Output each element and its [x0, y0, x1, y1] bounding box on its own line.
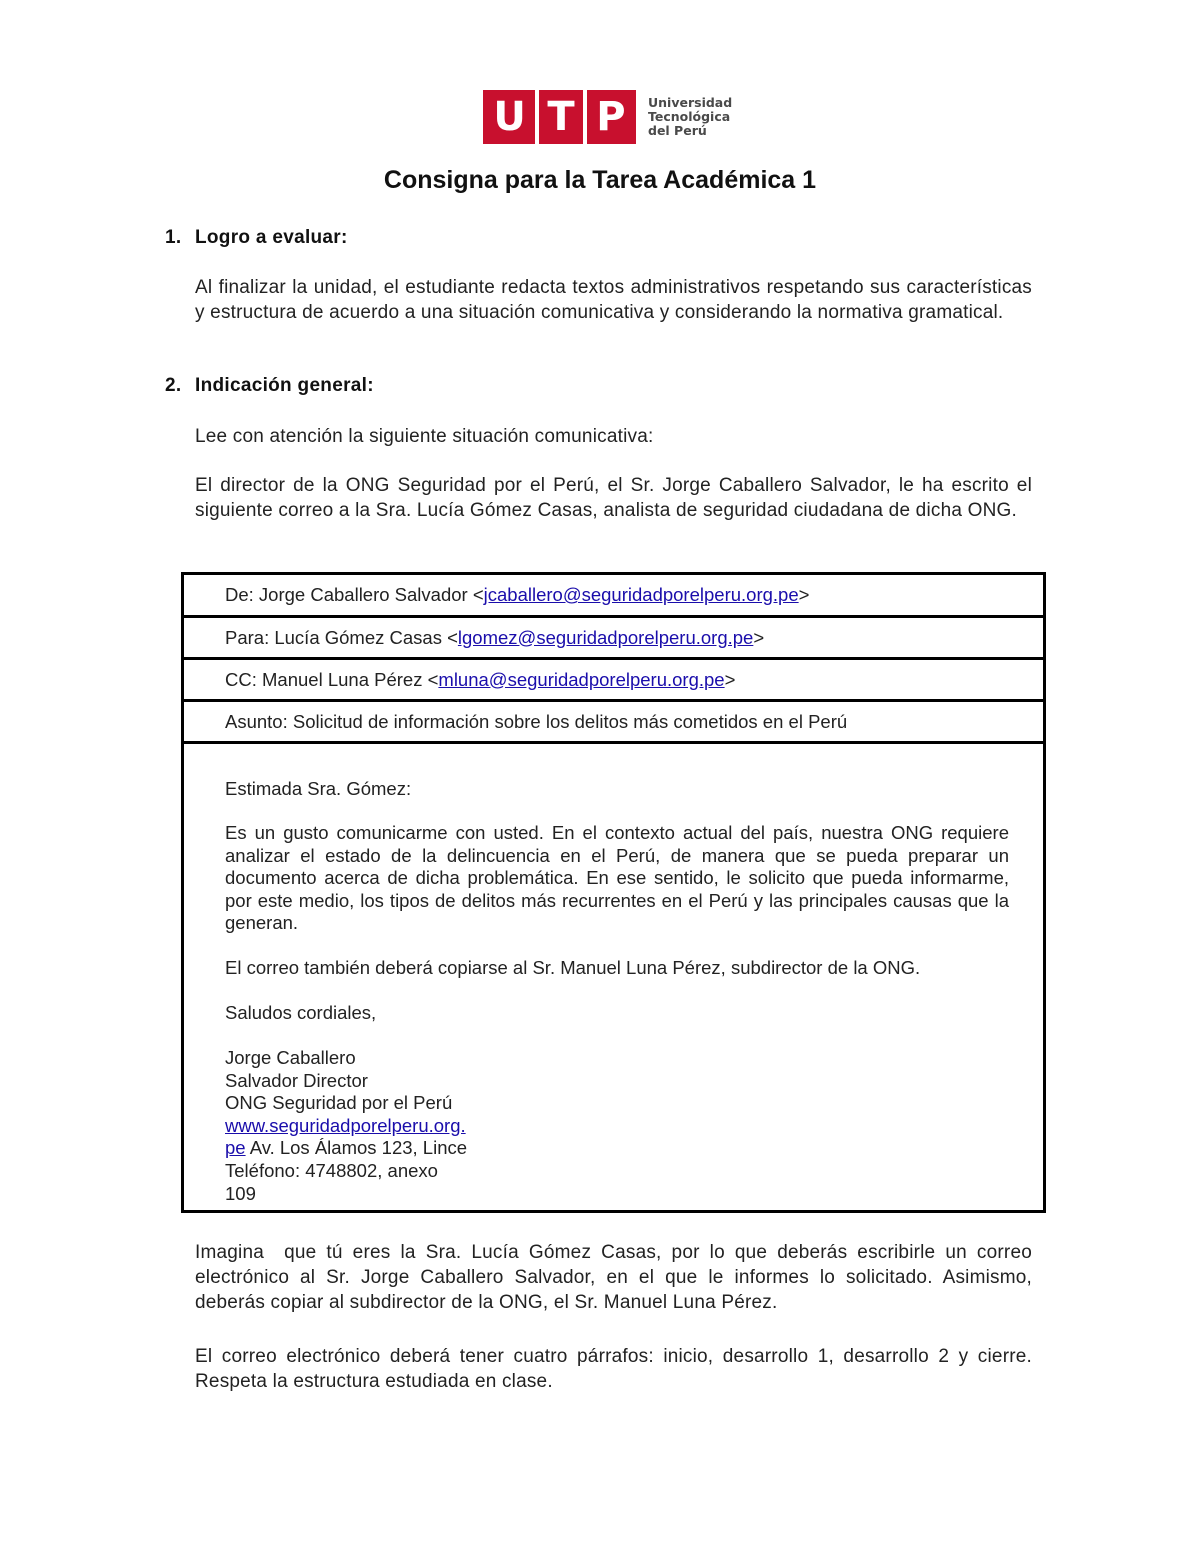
signature-line: Salvador Director	[225, 1069, 368, 1091]
email-box	[181, 572, 1046, 1213]
logo-letter-t: T	[547, 94, 575, 140]
instructions-paragraph-1: Imagina que tú eres la Sra. Lucía Gómez Casas, por lo que deberás escribirle un correo electrónico al Sr. Jorge Caballero Salvador, en el que le informes lo solicitado. Asimismo, deberás copiar al subdirector de la ONG, el Sr. Manuel Luna Pérez.	[195, 1242, 1038, 1313]
signature-line: Jorge Caballero	[225, 1047, 356, 1068]
from-email-link[interactable]: jcaballero@seguridadporelperu.org.pe	[483, 584, 799, 605]
situation-paragraph: El director de la ONG Seguridad por el Perú, el Sr. Jorge Caballero Salvador, le ha escrito el siguiente correo a la Sra. Lucía Gómez Casas, analista de seguridad ciudadana de dicha ONG.	[195, 475, 1032, 521]
email-closing: Saludos cordiales,	[225, 1002, 377, 1023]
signature-extension: 109	[225, 1182, 256, 1204]
email-signature	[225, 1047, 1009, 1205]
email-from-row	[184, 575, 1043, 618]
cc-label: CC:	[225, 668, 257, 690]
to-email-link[interactable]: lgomez@seguridadporelperu.org.pe	[457, 626, 754, 648]
website-link-continued[interactable]: pe	[225, 1137, 246, 1159]
section-heading-text: Indicación general:	[195, 375, 374, 396]
from-label: De:	[225, 584, 254, 605]
email-body-paragraph-1: Es un gusto comunicarme con usted. En el contexto actual del país, nuestra ONG requiere analizar el estado de la delincuencia en el Perú, de manera que se pueda preparar un documento acerca de dicha problemática. En ese sentido, le solicito que pueda informarme, por este medio, los tipos de delitos más recurrentes en el Perú y las principales causas que la generan.	[225, 822, 1009, 934]
signature-line: ONG Seguridad por el Perú	[225, 1092, 453, 1114]
section-number: 1.	[165, 227, 182, 248]
cc-name: Manuel Luna Pérez <	[256, 668, 439, 690]
email-to-row	[184, 618, 1043, 660]
instructions-paragraph-2: El correo electrónico deberá tener cuatro párrafos: inicio, desarrollo 1, desarrollo 2 y cierre. Respeta la estructura estudiada en clase.	[195, 1346, 1032, 1392]
university-name	[648, 96, 732, 138]
from-name: Jorge Caballero Salvador <	[253, 584, 484, 605]
section-heading-indicacion	[165, 375, 374, 397]
website-link[interactable]: www.seguridadporelperu.org.	[225, 1114, 466, 1136]
logo-letter-p: P	[596, 94, 626, 140]
signature-address: Av. Los Álamos 123, Lince	[245, 1137, 468, 1159]
utp-logo	[483, 90, 732, 144]
section-heading-logro	[165, 227, 348, 249]
section-heading-text: Logro a evaluar:	[195, 227, 348, 248]
bracket: >	[724, 668, 736, 690]
to-name: Lucía Gómez Casas <	[269, 626, 458, 648]
intro-paragraph: Lee con atención la siguiente situación comunicativa:	[195, 426, 654, 447]
bracket: >	[753, 626, 765, 648]
email-body-paragraph-2: El correo también deberá copiarse al Sr. Manuel Luna Pérez, subdirector de la ONG.	[225, 957, 921, 978]
logo-letter-u: U	[493, 94, 526, 140]
subject-text: Solicitud de información sobre los delitos más cometidos en el Perú	[287, 710, 848, 732]
logro-paragraph: Al finalizar la unidad, el estudiante redacta textos administrativos respetando sus características y estructura de acuerdo a una situación comunicativa y considerando la normativa gramatical.	[195, 277, 1032, 323]
email-subject-row	[184, 702, 1043, 744]
utp-logo-mark	[483, 90, 636, 144]
university-name-line: del Perú	[648, 123, 707, 138]
to-label: Para:	[225, 626, 270, 648]
university-name-line: Universidad	[648, 95, 733, 110]
logo-divider	[583, 90, 587, 144]
cc-email-link[interactable]: mluna@seguridadporelperu.org.pe	[438, 668, 725, 690]
signature-phone: Teléfono: 4748802, anexo	[225, 1159, 438, 1181]
email-greeting: Estimada Sra. Gómez:	[225, 778, 412, 799]
section-number: 2.	[165, 375, 182, 396]
email-cc-row	[184, 660, 1043, 702]
subject-label: Asunto:	[225, 710, 288, 732]
logo-divider	[535, 90, 539, 144]
page-title: Consigna para la Tarea Académica 1	[383, 166, 817, 194]
university-name-line: Tecnológica	[648, 109, 731, 124]
bracket: >	[798, 584, 810, 605]
